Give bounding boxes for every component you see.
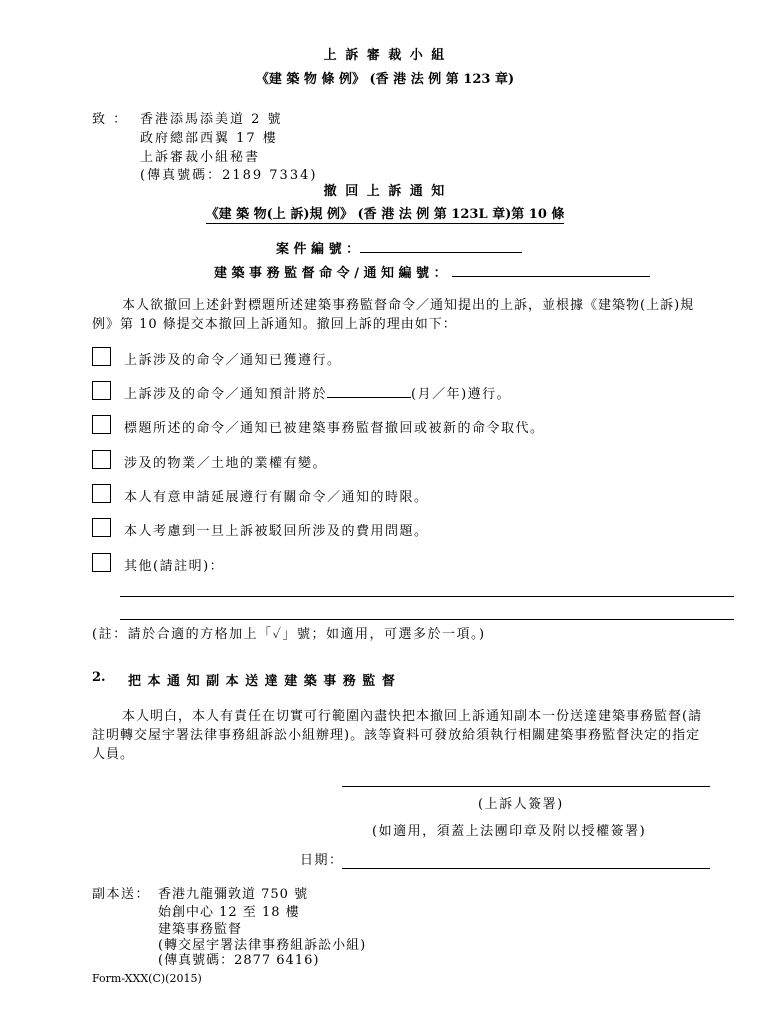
signature-label: (上訴人簽署) [478, 797, 564, 812]
cc-line-1: 香港九龍彌敦道 750 號 [158, 887, 309, 902]
option-label-costs: 本人考慮到一旦上訴被駁回所涉及的費用問題。 [124, 524, 429, 539]
option-checkbox-other[interactable] [92, 553, 111, 572]
option-label-complied: 上訴涉及的命令／通知已獲遵行。 [124, 353, 342, 368]
order-number-field[interactable] [452, 276, 650, 277]
option-checkbox-complied[interactable] [92, 347, 111, 366]
notice-subtitle-text: 《建 築 物(上 訴)規 例》 (香 港 法 例 第 123L 章)第 10 條 [205, 207, 565, 222]
other-reason-line-2[interactable] [120, 619, 734, 620]
option-label-ownership: 涉及的物業／土地的業權有變。 [124, 456, 328, 471]
section-2-paragraph [92, 707, 712, 764]
signature-line[interactable] [342, 786, 710, 787]
to-line-2: 政府總部西翼 17 樓 [140, 131, 278, 146]
option-label-expected [124, 383, 511, 402]
other-reason-line-1[interactable] [120, 596, 734, 597]
intro-paragraph [92, 296, 712, 334]
order-number-label: 建 築 事 務 監 督 命 令 / 通 知 編 號 ： [214, 266, 447, 281]
option-expected-before: 上訴涉及的命令／通知預計將於 [124, 387, 328, 402]
option-expected-after: (月／年)遵行。 [411, 387, 512, 402]
notice-title: 撤 回 上 訴 通 知 [323, 184, 447, 199]
case-number-label: 案 件 編 號 ： [276, 242, 360, 257]
section-2-body: 本人明白，本人有責任在切實可行範圍內盡快把本撤回上訴通知副本一份送達建築事務監督(請註明轉交屋宇署法律事務組訴訟小組辦理)。該等資料可發放給須執行相關建築事務監督決定的指定人員。 [92, 709, 703, 762]
option-label-withdrawn: 標題所述的命令／通知已被建築事務監督撤回或被新的命令取代。 [124, 421, 545, 436]
to-line-1: 香港添馬添美道 2 號 [140, 112, 283, 127]
cc-line-2: 始創中心 12 至 18 樓 [158, 905, 300, 920]
signature-note: (如適用，須蓋上法團印章及附以授權簽署) [372, 824, 647, 839]
to-label: 致 ： [92, 112, 129, 127]
cc-line-4: (轉交屋宇署法律事務組訴訟小組) [158, 938, 367, 953]
intro-text: 本人欲撤回上述針對標題所述建築事務監督命令／通知提出的上訴，並根據《建築物(上訴)規例》第 10 條提交本撤回上訴通知。撤回上訴的理由如下： [92, 298, 695, 332]
note-text: (註：請於合適的方格加上「✓」號；如適用，可選多於一項。) [92, 627, 486, 642]
option-checkbox-withdrawn[interactable] [92, 415, 111, 434]
option-checkbox-costs[interactable] [92, 518, 111, 537]
form-code: Form-XXX(C)(2015) [92, 972, 202, 985]
to-line-3: 上訴審裁小組秘書 [140, 150, 261, 165]
option-checkbox-extension[interactable] [92, 484, 111, 503]
cc-line-5: (傳真號碼：2877 6416) [158, 953, 320, 968]
option-label-extension: 本人有意申請延展遵行有關命令／通知的時限。 [124, 490, 429, 505]
section-2-number: 2. [92, 670, 106, 685]
document-title: 上 訴 審 裁 小 組 [323, 48, 447, 63]
option-checkbox-ownership[interactable] [92, 450, 111, 469]
date-label: 日期： [300, 853, 344, 868]
expected-date-field[interactable] [327, 385, 411, 398]
date-field[interactable] [342, 868, 710, 869]
cc-line-3: 建築事務監督 [158, 922, 243, 937]
option-label-other: 其他(請註明)： [124, 559, 225, 574]
option-checkbox-expected[interactable] [92, 381, 111, 400]
case-number-field[interactable] [360, 252, 522, 253]
section-2-title: 把 本 通 知 副 本 送 達 建 築 事 務 監 督 [128, 674, 396, 689]
cc-label: 副本送： [92, 887, 151, 902]
to-line-4: (傳真號碼：2189 7334) [140, 168, 318, 183]
notice-subtitle [0, 203, 770, 222]
document-subtitle: 《建 築 物 條 例》 (香 港 法 例 第 123 章) [255, 72, 515, 87]
